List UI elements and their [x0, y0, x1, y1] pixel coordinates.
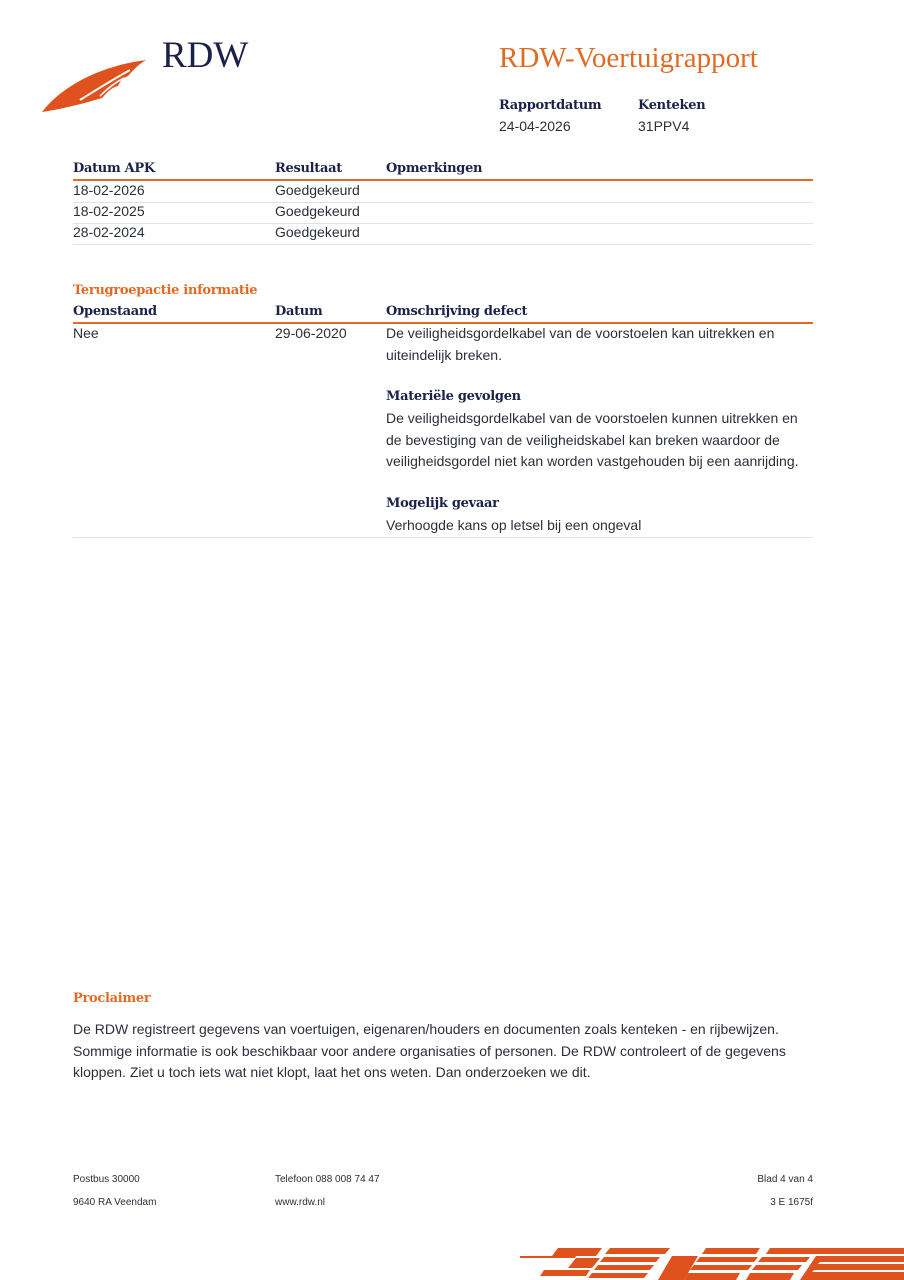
proclaimer-title: Proclaimer [73, 991, 151, 1006]
footer-website[interactable]: www.rdw.nl [275, 1197, 326, 1208]
report-title: RDW-Voertuigrapport [499, 42, 758, 74]
apk-row-result: Goedgekeurd [275, 203, 360, 219]
recall-bottom-rule [73, 537, 813, 538]
report-date-value: 24-04-2026 [499, 118, 571, 134]
apk-row-result: Goedgekeurd [275, 224, 360, 240]
apk-row-divider [73, 244, 813, 245]
danger-title: Mogelijk gevaar [386, 496, 499, 511]
consequences-text [386, 408, 816, 473]
footer-postbus: Postbus 30000 [73, 1174, 140, 1185]
apk-col-result: Resultaat [275, 161, 342, 176]
footer-page-number: Blad 4 van 4 [757, 1174, 813, 1185]
recall-title: Terugroepactie informatie [73, 283, 258, 298]
consequences-line: De veiligheidsgordelkabel van de voorstoelen kunnen uitrekken en [386, 410, 798, 426]
recall-col-open: Openstaand [73, 304, 157, 319]
apk-col-remarks: Opmerkingen [386, 161, 483, 176]
report-date-label: Rapportdatum [499, 98, 602, 113]
apk-row-divider [73, 202, 813, 203]
brand-name: RDW [162, 35, 249, 76]
recall-col-date: Datum [275, 304, 323, 319]
apk-row-date: 18-02-2026 [73, 182, 145, 198]
recall-open-value: Nee [73, 325, 99, 341]
footer-city: 9640 RA Veendam [73, 1197, 157, 1208]
consequences-line: de bevestiging van de veiligheidskabel kan breken waardoor de [386, 431, 780, 448]
recall-date-value: 29-06-2020 [275, 325, 347, 341]
apk-row-divider [73, 223, 813, 224]
plate-label: Kenteken [638, 98, 706, 113]
rdw-stripes-icon [520, 1244, 904, 1280]
defect-line: De veiligheidsgordelkabel van de voorstoelen kan uitrekken en [386, 325, 775, 341]
apk-row-result: Goedgekeurd [275, 182, 360, 198]
apk-header-rule [73, 179, 813, 181]
recall-defect-text [386, 323, 816, 366]
rdw-logo-icon [40, 56, 150, 116]
consequences-title: Materiële gevolgen [386, 389, 521, 404]
proclaimer-line: Sommige informatie is ook beschikbaar voor andere organisaties of personen. De RDW controleert of de gegevens [73, 1042, 786, 1059]
recall-col-defect: Omschrijving defect [386, 304, 528, 319]
footer-phone: Telefoon 088 008 74 47 [275, 1174, 380, 1185]
proclaimer-line: De RDW registreert gegevens van voertuigen, eigenaren/houders en documenten zoals kenteken - en rijbewijzen. [73, 1021, 779, 1037]
plate-value: 31PPV4 [638, 118, 690, 134]
danger-text: Verhoogde kans op letsel bij een ongeval [386, 517, 642, 533]
apk-row-date: 18-02-2025 [73, 203, 145, 219]
apk-row-date: 28-02-2024 [73, 224, 145, 240]
footer-doc-code: 3 E 1675f [770, 1197, 813, 1208]
proclaimer-text [73, 1019, 833, 1084]
defect-line: uiteindelijk breken. [386, 346, 502, 363]
consequences-line: veiligheidsgordel niet kan worden vastgehouden bij een aanrijding. [386, 453, 799, 469]
proclaimer-line: kloppen. Ziet u toch iets wat niet klopt, laat het ons weten. Dan onderzoeken we dit. [73, 1064, 591, 1080]
apk-col-date: Datum APK [73, 161, 155, 176]
